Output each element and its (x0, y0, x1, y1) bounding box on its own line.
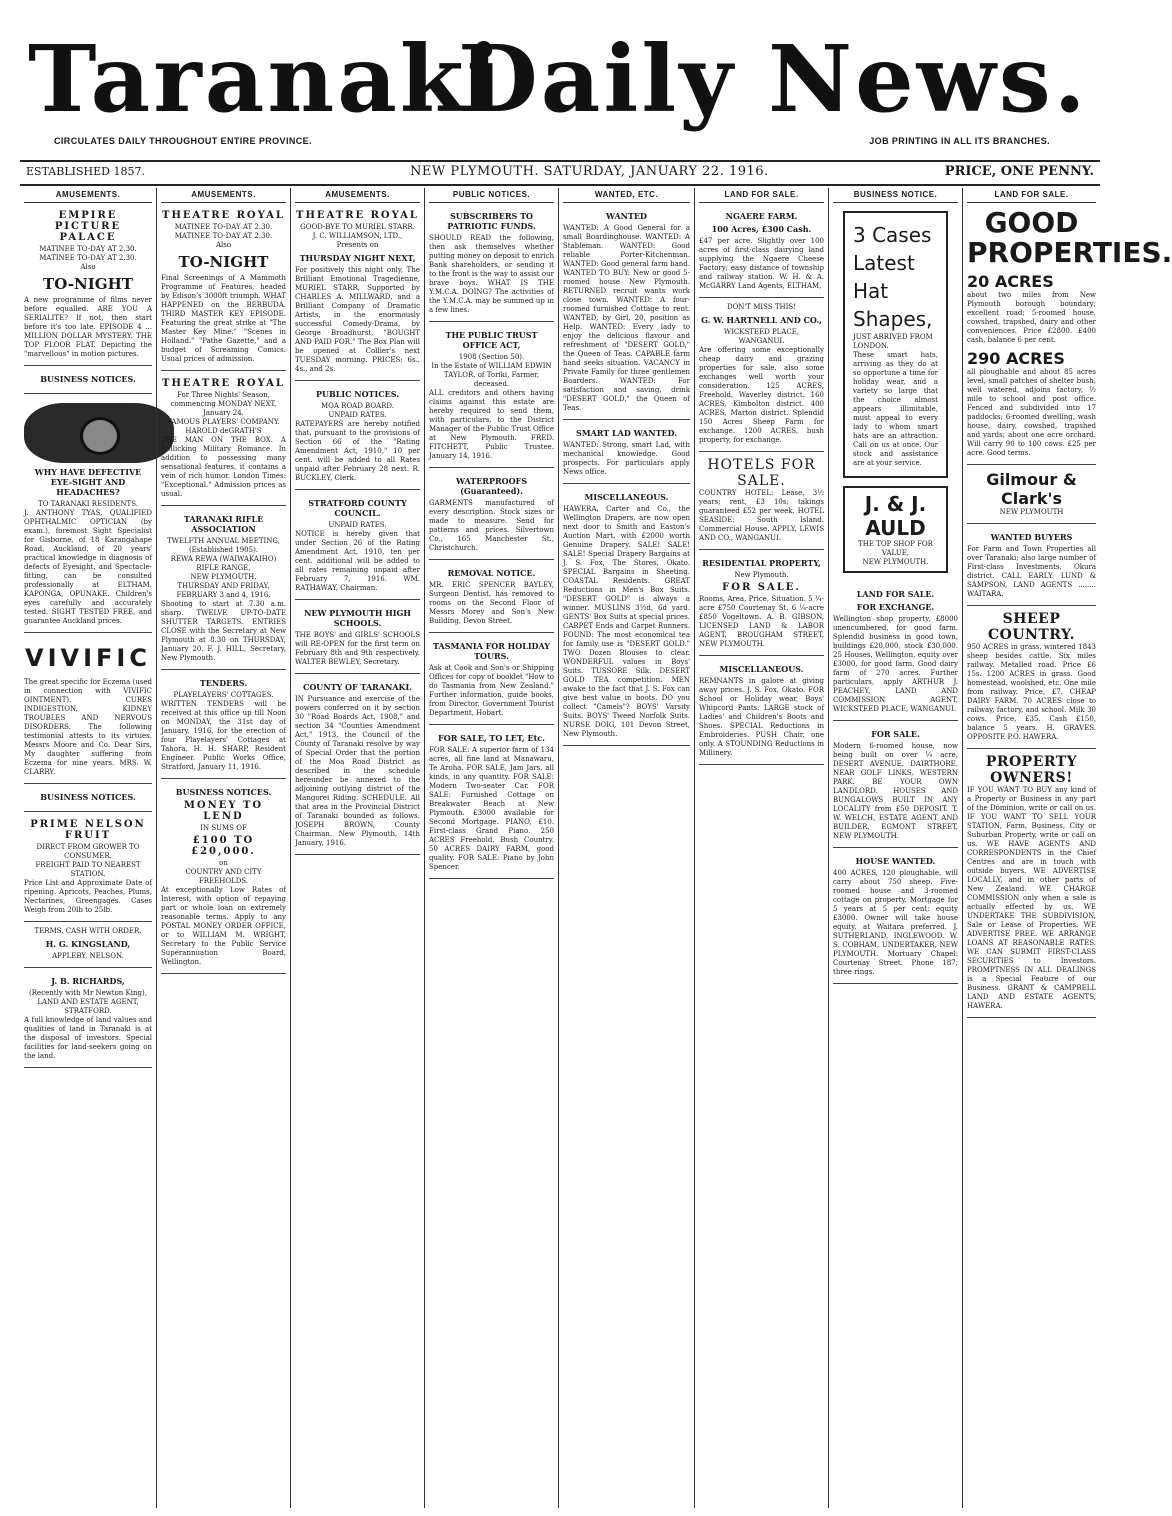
ad-body: Are offering some exceptionally cheap dairy and grazing properties for sale, also some exchanges well worth your consideration. 125 ACRES, Freehold, Waverley district. 160 ACRES, Kimbolton district. 400 ACRES, Marton district. Splendid 150 Acres Sheep Farm for exchange. 1200 ACRES, bush property, for exchange. (699, 346, 824, 444)
empire-picture-ad (24, 203, 152, 366)
ad-line: NEW PLYMOUTH. (862, 558, 929, 566)
column-land-for-sale (694, 188, 828, 1508)
ad-body: Shooting to start at 7.30 a.m. sharp. TWELVE UP-TO-DATE SHUTTER TARGETS. ENTRIES CLOSE with the Secretary at New Plymouth at 8.30 on THURSDAY, January 20. F. J. HILL, Secretary, New Plymouth. (161, 600, 286, 662)
ad-body: IF YOU WANT TO BUY any kind of a Property or Business in any part of the Dominion, write or call on us. IF YOU WANT TO SELL YOUR STATION, Farm, Business, City or Suburban Property, write or call on us. WE HAVE AGENTS AND CORRESPONDENTS in the Chief Centres and are in touch with outside buyers. WE ADVERTISE LOCALLY, and in other parts of New Zealand. WE CHARGE COMMISSION only when a sale is actually effected by us. WE UNDERTAKE THE SUBDIVISION, Sale or Lease of Properties. WE ADVERTISE FREE. WE ARRANGE LOANS AT REASONABLE RATES. WE CAN SUBMIT FIRST-CLASS SECURITIES to Investors. PROMPTNESS IN ALL DEALINGS is a Special Feature of our Business. GRANT & CAMPBELL LAND AND ESTATE AGENTS, HAWERA. (967, 786, 1096, 1010)
ad-body: The great specific for Eczema (used in connection with VIVIFIC OINTMENT). CURES INDIGESTION, KIDNEY TROUBLES AND NERVOUS DISORDERS. The following testimonial attests to its virtues. Messrs Moore and Co. Dear Sirs, My daughter suffering from Eczema for nine years. MRS. W. CLARRY. (24, 678, 152, 776)
ad-title: WANTED BUYERS (990, 532, 1073, 542)
ad-line: For Three Nights' Season, commencing MONDAY NEXT, January 24. (170, 391, 277, 417)
ad-body: Final Screenings of A Mammoth Programme of Features, headed by Edison's 3000ft triumph. WHAT HAPPENED on the BERBUDA. THIRD MASTER KEY EPISODE. Featuring the great strike at "The Master Key Mine." "Scenes in Holland." "Pathe Gazette," and a budget of Screaming Comics. Usual prices of admission. (161, 274, 286, 363)
newspaper-title (28, 24, 1088, 134)
ad-title: THEATRE ROYAL (296, 210, 419, 221)
ad-title: TERMS, CASH WITH ORDER. (34, 927, 142, 935)
eye-iris (80, 417, 120, 455)
welch-for-sale-ad (833, 721, 958, 848)
ad-body: SHOULD READ the following, then ask themselves whether putting money on deposit to enrich Bank shareholders, or sending it to the front is the way to assist our brave boys. WHAT IS THE Y.M.C.A. DOING? The activities of the Y.M.C.A. may be summed up in a few lines. (429, 234, 554, 314)
ad-line: (Established 1905). (188, 546, 259, 554)
price-note: PRICE, ONE PENNY. (944, 164, 1094, 179)
richards-ad (24, 968, 152, 1068)
ad-title: BUSINESS NOTICES. (175, 787, 272, 797)
ad-line: LAND AND ESTATE AGENT, (37, 998, 139, 1006)
ad-body: J. ANTHONY TYAS, QUALIFIED OPHTHALMIC OPTICIAN (by exam.), foremost Sight Specialist for Gisborne, of 18 Karangahape Road, Auckland, of 20 years' practical knowledge in diagnosis of defects of Eyesight, and Spectacle-fitting, can be consulted professionally at ELTHAM, KAPONGA, OPUNAKE. Children's eyes carefully and accurately tested. SIGHT TESTED FREE, and guarantee Auckland prices. (24, 509, 152, 625)
ad-line: THE TOP SHOP FOR VALUE, (858, 540, 933, 557)
ad-title: HOUSE WANTED. (855, 856, 936, 866)
dateline-bar (20, 160, 1100, 186)
ad-body: These smart hats, arriving as they do at so opportune a time for holiday wear, and a variety so large that the choice almost appears illimitable, must appeal to every lady to whom smart hats are an attraction. Call on us at once. Our stock and assistance are at your service. (853, 351, 938, 467)
ad-title: PUBLIC NOTICES. (316, 389, 399, 399)
ad-title: SHEEP COUNTRY. (987, 611, 1076, 643)
ad-title: WATERPROOFS (Guaranteed). (456, 476, 527, 496)
ad-line: REWA REWA (WAIWAKAIHO) RIFLE RANGE, (170, 555, 277, 572)
ad-title: J. B. RICHARDS, (51, 976, 125, 986)
ad-line: New Plymouth. (734, 571, 789, 579)
section-label: BUSINESS NOTICES. (40, 792, 136, 802)
ad-body: GARMENTS manufactured of every description. Stock sizes or made to measure. Send for patterns and prices. Silvertown Co., 165 Manchester St., Christchurch. (429, 499, 554, 552)
wanted-buyers-ad (967, 524, 1096, 606)
smart-lad-ad (563, 420, 690, 484)
title-word-taranaki: Taranaki (28, 25, 505, 133)
ad-subtitle: 290 ACRES (967, 349, 1065, 368)
ad-line: HAROLD deGRATH'S (185, 427, 262, 435)
ad-line: Presents on (336, 241, 379, 249)
gilmour-clark-ad (967, 465, 1096, 524)
ad-body: Rooms, Area, Price, Situation. 5 ¼-acre £750 Courtenay St. 6 ¼-acre £850 Vogeltown. A. B. GIBSON, LICENSED LAND & LABOR AGENT, BROUGHAM STREET, NEW PLYMOUTH. (699, 595, 824, 648)
ad-line: J. C. WILLIAMSON, LTD., (312, 232, 403, 240)
hartnell-ad (699, 298, 824, 452)
muriel-starr-ad (295, 203, 420, 381)
ad-title: GOOD PROPERTIES. (967, 206, 1172, 269)
ad-line: 100 Acres, £300 Cash. (711, 224, 812, 234)
ad-title: THEATRE ROYAL (162, 210, 285, 221)
ad-title: FOR SALE, TO LET, Etc. (438, 733, 545, 743)
business-notices-header (24, 784, 152, 812)
sheep-country-ad (967, 606, 1096, 749)
residential-property-ad (699, 550, 824, 656)
ad-title: EMPIRE PICTURE PALACE (54, 210, 122, 243)
good-properties-ad (967, 203, 1172, 465)
ad-title: SUBSCRIBERS TO PATRIOTIC FUNDS. (447, 211, 536, 231)
ad-body: REMNANTS in galore at giving away prices. J. S. Fox, Okato. FOR School or Holiday wear, Boys' Whipcord Pants. LARGE stock of Ladies' and Children's Boots and Shoes. SPECIAL Reductions in Embroideries. PUSH Chair, one only. A STOUNDING Reductions in Millinery. (699, 677, 824, 757)
ad-line: UNPAID RATES. (328, 411, 387, 419)
ad-title: 3 Cases Latest Hat Shapes, (853, 223, 933, 331)
ad-line: PLAYELAYERS' COTTAGES. (173, 691, 274, 699)
column-business-notice (828, 188, 962, 1508)
tagline-right: JOB PRINTING IN ALL ITS BRANCHES. (869, 136, 1050, 146)
ad-line: MOA ROAD BOARD. (320, 402, 394, 410)
ad-title: TARANAKI RIFLE ASSOCIATION (183, 514, 264, 534)
column-amusements-2 (156, 188, 290, 1508)
ad-title: PRIME NELSON FRUIT (30, 819, 146, 841)
ad-line: WICKSTEED PLACE, (723, 328, 800, 336)
nelson-fruit-ad (24, 812, 152, 922)
ad-body: Modern 6-roomed house, now being built on over ¼ acre, DESERT AVENUE, DAIRTHORE. NEAR GOLF LINKS, WESTERN PARK. BE YOUR OWN LANDLORD. HOUSES AND BUNGALOWS BUILT IN ANY LOCALITY from £50 DEPOSIT. T. W. WELCH, ESTATE AGENT AND BUILDER, EGMONT STREET, NEW PLYMOUTH. (833, 742, 958, 840)
ad-line: Also (215, 241, 232, 249)
ad-line: FREIGHT PAID TO NEAREST STATION. (35, 861, 141, 878)
ad-body: all ploughable and about 85 acres level, small patches of shelter bush, well watered, adjoins factory, ½ mile to school and post office. Fenced and subdivided into 17 paddocks; 6-roomed dwelling, wash house, dairy, cowshed, trapshed and yards; about one acre orchard. Will carry 90 to 100 cows. £25 per acre. Good terms. (967, 368, 1096, 457)
ad-body: 400 ACRES, 120 ploughable, will carry about 750 sheep. Five-roomed house and 3-roomed cottage on property. Mortgage for 5 years at 5 per cent; equity £3000. Owner will take house equity, at Waitara preferred. J. SUTHERLAND, INGLEWOOD. W. S. COBHAM, UNDERTAKER, NEW PLYMOUTH. Mortuary Chapel: Courtenay Street. Phone 187; three rings. (833, 869, 958, 976)
money-to-lend-ad (161, 779, 286, 974)
column-land-for-sale-2 (962, 188, 1172, 1508)
ad-headline: TO-NIGHT (178, 253, 269, 271)
ad-body: A full knowledge of land values and qualities of land in Taranaki is at the disposal of investors. Special facilities for land-seekers going on the land. (24, 1016, 152, 1060)
column-heading: BUSINESS NOTICE. (833, 188, 958, 203)
house-wanted-ad (833, 848, 958, 984)
rifle-association-ad (161, 506, 286, 670)
county-taranaki-ad (295, 674, 420, 855)
miscellaneous-ads (563, 484, 690, 746)
ad-title: NGAERE FARM. (725, 211, 798, 221)
auld-shop-ad (843, 486, 948, 573)
ad-line: MONEY TO LEND (183, 800, 264, 822)
ad-line: on (219, 859, 228, 867)
column-heading: AMUSEMENTS. (161, 188, 286, 203)
ad-line: THURSDAY NIGHT NEXT, (299, 253, 416, 263)
ad-body: For Farm and Town Properties all over Taranaki; also large number of First-class Investments, Okura district. CALL EARLY. LUND & SAMPSON, LAND AGENTS ........ WAITARA. (967, 545, 1096, 598)
ad-line: STRATFORD. (64, 1007, 112, 1015)
vivific-ad (24, 633, 152, 784)
ad-title: SMART LAD WANTED. (575, 428, 678, 438)
ad-body: FOR SALE: A superior farm of 134 acres, all fine land at Manawaru, Te Aroha. FOR SALE, Jam Jars, all kinds, in any quantity. FOR SALE: Modern Two-seater Car. FOR SALE: Furnished Cottage on Breakwater Beach at New Plymouth. £3000 available for Second Mortgage. PIANO, £10. First-class Grand Piano. 250 ACRES Freehold, Bush Country. 50 ACRES DAIRY FARM, good quality. FOR SALE: Piano by John Spencer. (429, 746, 554, 871)
column-wanted (558, 188, 694, 1508)
ad-title: FOR SALE. (871, 729, 920, 739)
ad-body: WANTED: A Good General for a small Boardinghouse. WANTED: A Stableman. WANTED: Good reliable Porter-Kitchenman. WANTED: Good general farm hand. WANTED TO BUY: New or good 5-roomed house New Plymouth. RETURNED recruit wants work close town. WANTED: A four-roomed furnished Cottage to rent. WANTED, by Girl, 20, position as Help. WANTED: Every lady to enjoy the delicious flavour and refreshment of "DESERT GOLD," the Queen of Teas. CAPABLE farm hand seeks situation. VACANCY in Private Family for three gentlemen Boarders. WANTED: For satisfaction and saving, drink "DESERT GOLD," the Queen of Teas. (563, 224, 690, 412)
ad-body: Ask at Cook and Son's or Shipping Offices for copy of booklet "How to do Tasmania from New Zealand." Further information, guide books, from Director, Government Tourist Department, Hobart. (429, 664, 554, 717)
ad-line: TWELFTH ANNUAL MEETING, (167, 537, 280, 545)
peachey-exchange-ad (833, 581, 958, 721)
page-columns (20, 188, 1172, 1508)
ad-body: NOTICE is hereby given that under Section 26 of the Rating Amendment Act, 1910, ten per cent. additional will be added to all rates remaining unpaid after February 7, 1916. WM. RATHAWAY, Chairman. (295, 530, 420, 592)
patriotic-funds-ad (429, 203, 554, 322)
eye-illustration (24, 403, 174, 463)
ad-title: VIVIFIC (25, 644, 151, 672)
ad-line: MATINEE TO-DAY AT 2.30. (39, 254, 137, 262)
ad-line: FAMOUS PLAYERS' COMPANY. (167, 418, 280, 426)
column-heading: PUBLIC NOTICES. (429, 188, 554, 203)
business-notices-header (24, 366, 152, 394)
ad-body: Wellington shop property, £8000 unencumbered, for good farm. Splendid business in good town, buildings £20,000, stock £30,000. 25 Houses, Wellington, equity over £3000, for good farm. Good dairy farm of 270 acres. Further particulars, apply ARTHUR J. PEACHEY, LAND AND COMMISSION AGENT, WICKSTEED PLACE, WANGANUI. (833, 615, 958, 713)
ad-body: WANTED: Strong, smart Lad, with mechanical knowledge. Good prospects. For particulars apply News office. (563, 441, 690, 476)
column-heading: AMUSEMENTS. (295, 188, 420, 203)
ad-title: RESIDENTIAL PROPERTY, (702, 558, 821, 568)
tasmania-ad (429, 633, 554, 725)
ad-line: FEBRUARY 3 and 4, 1916. (176, 591, 271, 599)
ad-line: MATINEE TO-DAY AT 2.30. (174, 232, 273, 240)
wanted-ads (563, 203, 690, 420)
ad-body: RATEPAYERS are hereby notified that, pursuant to the provisions of Section 66 of the "Rating Amendment Act, 1910," 10 per cent. will be added to all Rates unpaid after February 28 next. R. BUCKLEY, Clerk. (295, 420, 420, 482)
ad-line: DIRECT FROM GROWER TO CONSUMER. (36, 843, 140, 860)
ad-line: MATINEE TO-DAY AT 2.30. (39, 245, 137, 253)
ad-line: (Recently with Mr Newton King), (29, 989, 147, 997)
ad-title: WANTED (606, 211, 647, 221)
ad-line: IN SUMS OF (200, 824, 247, 832)
ad-body: THE MAN ON THE BOX. A Rollicking Military Romance. In addition to possessing many sensational features, it contains a vein of rich humor. London Times: "Exceptional." Admission prices as usual. (161, 436, 286, 498)
ad-line: JUST ARRIVED FROM LONDON. (853, 333, 933, 350)
ad-body: THE BOYS' and GIRLS' SCHOOLS will RE-OPEN for the first term on February 8th and 9th respectively. WALTER BEWLEY, Secretary. (295, 631, 420, 666)
waterproofs-ad (429, 468, 554, 560)
ad-title: THE PUBLIC TRUST OFFICE ACT, (445, 330, 538, 350)
ad-body: WRITTEN TENDERS will be received at this office up till Noon on MONDAY, the 31st day of January, 1916, for the erection of four Playelayers' Cottages at Tahora. H. H. SHARP, Resident Engineer. Public Works Office, Stratford, January 11, 1916. (161, 700, 286, 771)
ad-body: For positively this night only, The Brilliant Emotional Tragedienne, MURIEL STARR, Supported by CHARLES A. MILLWARD, and a Brilliant Company of Dramatic Artists, in the enormously successful Comedy-Drama, by George Broadhurst, "BOUGHT AND PAID FOR." The Box Plan will be opened at Collier's next TUESDAY morning. PRICES: 6s., 4s., and 2s. (295, 266, 420, 373)
ad-body: COUNTRY HOTEL: Lease, 3½ years; rent, £3 10s; takings guaranteed £52 per week. HOTEL SEASIDE: South Island. Commercial House. APPLY, LEWIS AND CO., WANGANUI. (699, 489, 824, 542)
ad-line: 20 ACRES (967, 272, 1054, 291)
for-sale-to-let-ad (429, 725, 554, 879)
ad-title: J. & J. AULD (864, 492, 927, 540)
ad-title: LAND FOR SALE. (856, 589, 935, 599)
property-owners-ad (967, 749, 1096, 1018)
optician-ad (24, 394, 152, 633)
ad-line: THURSDAY AND FRIDAY, (177, 582, 270, 590)
ad-title: STRATFORD COUNTY COUNCIL. (308, 498, 407, 518)
title-word-news: News. (768, 25, 1089, 133)
ad-body: A new programme of films never before equalled. ARE YOU A SERIALITE? If not, then start before it's too late. EPISODE 4 ... MILLION DOLLAR MYSTERY. THE TOP FLOOR FLAT. Depicting the "marvellous" in motion pictures. (24, 296, 152, 358)
established-note: ESTABLISHED 1857. (26, 165, 145, 178)
public-trust-ad (429, 322, 554, 468)
ad-body: ALL creditors and others having claims against this estate are hereby required to send them, with particulars, to the District Manager of the Public Trust Office at New Plymouth. FRED. FITCHETT, Public Trustee. January 14, 1916. (429, 389, 554, 460)
ad-line: WANGANUI. (738, 337, 785, 345)
ad-line: MATINEE TO-DAY AT 2.30. (174, 223, 273, 231)
tenders-ad (161, 670, 286, 779)
ad-body: At exceptionally Low Rates of Interest, with option of repaying part or whole loan on extremely reasonable terms. Apply to any POSTAL MONEY ORDER OFFICE, or to WILLIAM M. WRIGHT, Secretary to the Public Service Superannuation Board, Wellington. (161, 886, 286, 966)
ad-title: TASMANIA FOR HOLIDAY TOURS. (432, 641, 551, 661)
column-heading: LAND FOR SALE. (699, 188, 824, 203)
ad-line: H. G. KINGSLAND, (45, 939, 131, 949)
stratford-council-ad (295, 490, 420, 600)
ad-title: TENDERS. (199, 678, 248, 688)
ad-title: HOTELS FOR SALE. (707, 457, 816, 489)
kingsland-ad (24, 922, 152, 968)
ngaere-farm-ad (699, 203, 824, 298)
ad-title: COUNTY OF TARANAKI. (302, 682, 413, 692)
ad-line: NEW PLYMOUTH, (190, 573, 257, 581)
ad-title: DON'T MISS THIS! (726, 303, 797, 311)
theatre-royal-man-on-box-ad (161, 371, 286, 506)
ad-body: IN Pursuance and exercise of the powers conferred on it by section 30 "Road Boards Act, 1908," and section 34 "Counties Amendment Act," 1913, the Council of the County of Taranaki resolve by way of Special Order that the portion of the Moa Road District as described in the schedule hereunder be annexed to the adjoining outlying district of the Mangorei Riding. SCHEDULE. All that area in the Provincial District of Taranaki bounded as follows. JOSEPH BROWN, County Chairman. New Plymouth, 14th January, 1916. (295, 695, 420, 847)
column-heading: AMUSEMENTS. (24, 188, 152, 203)
removal-notice-ad (429, 560, 554, 633)
ad-body: MR. ERIC SPENCER BAYLEY, Surgeon Dentist, has removed to rooms on the Second Floor of Messrs Morey and Son's New Building, Devon Street. (429, 581, 554, 625)
column-amusements-1 (20, 188, 156, 1508)
ad-line: NEW PLYMOUTH (999, 508, 1064, 516)
tagline-left: CIRCULATES DAILY THROUGHOUT ENTIRE PROVINCE. (54, 136, 312, 146)
ad-line: FOR SALE. (722, 582, 801, 593)
section-label: BUSINESS NOTICES. (40, 374, 136, 384)
ad-line: FOR EXCHANGE. (856, 602, 935, 612)
moa-road-board-ad (295, 381, 420, 490)
ad-line: In the Estate of WILLIAM EDWIN TAYLOR, of Toriki, Farmer, deceased. (431, 362, 552, 388)
ad-line: UNPAID RATES. (328, 521, 387, 529)
ad-title: MISCELLANEOUS. (584, 492, 669, 502)
column-public-notices (424, 188, 558, 1508)
ad-line: 1908 (Section 50). (458, 353, 525, 361)
ad-title: MISCELLANEOUS. (719, 664, 804, 674)
column-heading: WANTED, ETC. (563, 188, 690, 203)
column-amusements-3 (290, 188, 424, 1508)
ad-line: APPLEBY, NELSON. (52, 952, 124, 960)
hotels-for-sale-ad (699, 452, 824, 550)
ad-line: £100 TO £20,000. (191, 835, 256, 857)
place-and-date: NEW PLYMOUTH. SATURDAY, JANUARY 22. 1916. (410, 164, 769, 179)
ad-title: PROPERTY OWNERS! (985, 754, 1078, 786)
column-heading: LAND FOR SALE. (967, 188, 1096, 203)
masthead (0, 0, 1114, 160)
ad-body: Price List and Approximate Date of ripening. Apricots, Peaches, Plums, Nectarines, Greengages. Cases Weigh from 20lb to 25lb. (24, 879, 152, 914)
ad-line: G. W. HARTNELL AND CO., (701, 315, 822, 325)
ad-line: GOOD-BYE TO MURIEL STARR. (300, 223, 415, 231)
ad-body: 950 ACRES in grass, wintered 1843 sheep besides cattle. Six miles railway. Metalled road. Price £6 15s. 1200 ACRES in grass. Good homestead, woolshed, etc. One mile from railway. Price, £7. CHEAP DAIRY FARM. 70 ACRES close to railway, factory, and school. Milk 30 cows. Price, £35. Cash £150, balance 5 years. H. GRAVES. OPPOSITE P.O. HAWERA. (967, 643, 1096, 741)
miscellaneous-fox-ads (699, 656, 824, 765)
ad-line: TO TARANAKI RESIDENTS. (38, 500, 138, 508)
ad-title: THEATRE ROYAL (162, 378, 285, 389)
ad-title: WHY HAVE DEFECTIVE EYE-SIGHT AND HEADACHES? (34, 467, 142, 497)
ad-line: Also (80, 263, 96, 271)
high-schools-ad (295, 600, 420, 674)
hat-shapes-ad (843, 211, 948, 478)
title-word-daily: Daily (458, 25, 736, 133)
theatre-royal-matinee-ad (161, 203, 286, 371)
ad-title: REMOVAL NOTICE. (447, 568, 536, 578)
ad-body: HAWERA, Carter and Co., the Wellington Drapers, are now open next door to Smith and Easton's Auction Mart, with £2000 worth Genuine Drapery. SALE! SALE! SALE! Special Drapery Bargains at J. S. Fox, The Stores, Okato. SPECIAL Bargains in Sheeting. COASTAL Residents. GREAT Reductions in Men's Box Suits. "DESERT GOLD" is always a winner. MUSLINS 3½d, 6d yard. GENTS' Box Suits at special prices. CARPET Ends and Carpet Runners. FOUND: The most economical tea for family use is "DESERT GOLD." TWO Dozen Blouses to clear. WONDERFUL values in Boys' Suits. TUSSORE Silk. DESERT GOLD TEA competition. MEN awake to the fact that J. S. Fox can give best value in boots. DO you collect "Camels"? BOYS' Varsity Suits. BOYS' Tweed Norfolk Suits. NURSE DOIG, 101 Devon Street, New Plymouth. (563, 505, 690, 738)
ad-body: about two miles from New Plymouth borough boundary; excellent road; 5-roomed house, cowshed, trapshed, dairy and other conveniences. Price £2800. £400 cash, balance 6 per cent. (967, 291, 1096, 344)
ad-headline: TO-NIGHT (43, 275, 133, 293)
ad-body: £47 per acre. Slightly over 100 acres of first-class dairying land supplying the Ngaere Cheese Factory; easy distance of township and railway station. W. H. & A. McGARRY Land Agents, ELTHAM, (699, 237, 824, 290)
ad-title: Gilmour & Clark's (986, 470, 1077, 508)
ad-title: NEW PLYMOUTH HIGH SCHOOLS. (304, 608, 411, 628)
ad-line: COUNTRY AND CITY FREEHOLDS. (185, 868, 262, 885)
